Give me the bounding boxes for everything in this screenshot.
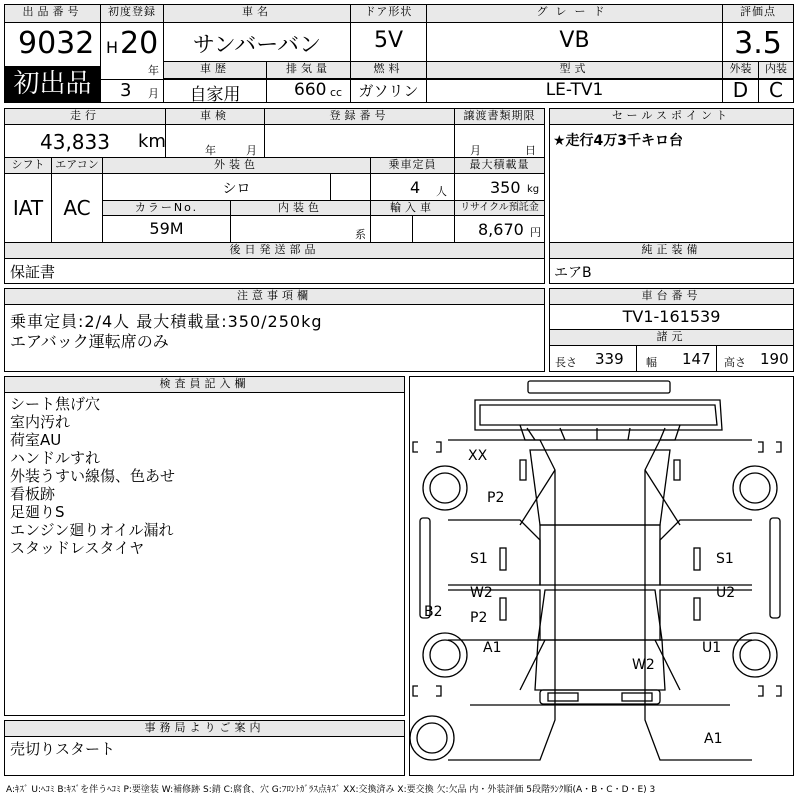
year-unit: 年 — [148, 64, 159, 77]
recycle-label: リサイクル預託金 — [455, 201, 544, 216]
month-unit: 月 — [148, 87, 159, 100]
inspector-line: 外装うすい線傷、色あせ — [10, 467, 176, 485]
displacement-unit: cc — [330, 86, 343, 99]
score-label: 評価点 — [723, 5, 793, 23]
chassis-label: 車台番号 — [550, 289, 793, 305]
int-grade: C — [769, 78, 783, 102]
reg-year: 20 — [120, 26, 159, 61]
max-load-label: 最大積載量 — [455, 158, 544, 174]
office-label: 事務局よりご案内 — [5, 721, 404, 737]
score: 3.5 — [734, 26, 782, 61]
recycle: 8,670 — [478, 220, 524, 239]
int-label: 内装 — [759, 62, 793, 79]
inspection-month-unit: 月 — [246, 144, 257, 157]
fuel: ガソリン — [358, 82, 419, 100]
interior-color-label: 内装色 — [231, 201, 370, 216]
reg-no-label: 登録番号 — [265, 109, 454, 125]
model-label: 型式 — [427, 62, 722, 79]
history-label: 車歴 — [164, 62, 266, 79]
length-label: 長さ — [555, 356, 577, 369]
car-name: サンバーバン — [192, 33, 322, 58]
chassis-number: TV1-161539 — [622, 307, 721, 326]
color: シロ — [222, 181, 251, 197]
mark-p2-left: P2 — [470, 610, 488, 626]
dims-label: 諸元 — [550, 330, 793, 346]
era: H — [106, 38, 119, 57]
mark-xx: XX — [468, 448, 488, 464]
mark-p2-top: P2 — [487, 490, 505, 506]
height: 190 — [760, 350, 789, 368]
color-no-label: カラーNo. — [103, 201, 230, 216]
inspector-line: 看板跡 — [10, 485, 56, 503]
max-load-unit: kg — [527, 184, 540, 195]
office-text: 売切りスタート — [10, 740, 116, 758]
capacity-label: 乗車定員 — [371, 158, 454, 174]
sales-label: セールスポイント — [550, 109, 793, 125]
notes-line2: エアバック運転席のみ — [10, 332, 169, 351]
mark-s1-right: S1 — [716, 551, 734, 567]
width: 147 — [682, 350, 711, 368]
inspector-line: シート焦げ穴 — [10, 395, 101, 413]
shift: IAT — [12, 196, 44, 220]
mark-w2-left: W2 — [470, 585, 493, 601]
first-listing-badge: 初出品 — [5, 66, 100, 102]
mileage: 43,833 — [40, 130, 110, 154]
model: LE-TV1 — [545, 80, 604, 100]
aircon: AC — [63, 196, 91, 220]
lot-no-label: 出品番号 — [5, 5, 100, 23]
history: 自家用 — [189, 85, 241, 105]
ext-label: 外装 — [723, 62, 758, 79]
door-type: 5V — [373, 28, 404, 53]
later-parts: 保証書 — [10, 263, 56, 281]
door-label: ドア形状 — [351, 5, 426, 23]
mark-w2-bottom: W2 — [632, 657, 655, 673]
max-load: 350 — [490, 178, 521, 197]
mark-u1-right: U1 — [702, 640, 722, 656]
color-label: 外装色 — [103, 158, 370, 174]
width-label: 幅 — [646, 356, 657, 369]
inspection-year-unit: 年 — [205, 144, 216, 157]
mileage-label: 走行 — [5, 109, 165, 125]
aircon-label: エアコン — [52, 158, 102, 174]
grade: VB — [559, 28, 590, 53]
displacement: 660 — [294, 80, 327, 100]
transfer-month-unit: 月 — [470, 144, 481, 157]
inspector-lines — [10, 395, 175, 557]
inspector-label: 検査員記入欄 — [5, 377, 404, 393]
length: 339 — [595, 350, 624, 368]
ext-grade: D — [732, 78, 749, 102]
sales-text: ★走行4万3千キロ台 — [553, 133, 684, 149]
grade-label: グレード — [427, 5, 722, 23]
genuine-label: 純正装備 — [550, 243, 793, 259]
inspector-line: 荷室AU — [10, 431, 62, 449]
mark-u2-right: U2 — [716, 585, 736, 601]
legend: A:ｷｽﾞ U:ﾍｺﾐ B:ｷｽﾞを伴うﾍｺﾐ P:要塗装 W:補修跡 S:錆 C:腐食、穴 G:ﾌﾛﾝﾄｶﾞﾗｽ点ｷｽﾞ XX:交換済み X:要交換 欠:欠品 内・外装評価 5段階ﾗﾝｸ順(A・B・C・D・E) 3 — [6, 785, 656, 795]
inspector-line: エンジン廻りオイル漏れ — [10, 521, 174, 539]
fuel-label: 燃料 — [351, 62, 426, 79]
car-diagram-section — [409, 376, 794, 776]
color-no: 59M — [149, 219, 184, 238]
interior-color-unit: 系 — [355, 228, 366, 241]
mileage-unit: km — [138, 131, 166, 152]
reg-month: 3 — [120, 80, 132, 101]
mark-b2: B2 — [424, 604, 443, 620]
mark-s1-left: S1 — [470, 551, 488, 567]
capacity-unit: 人 — [436, 185, 447, 198]
first-reg-label: 初度登録 — [101, 5, 163, 23]
displacement-label: 排気量 — [267, 62, 350, 79]
import-label: 輸入車 — [371, 201, 454, 216]
height-label: 高さ — [724, 356, 746, 369]
inspector-line: ハンドルすれ — [10, 449, 101, 467]
capacity: 4 — [410, 178, 421, 197]
transfer-day-unit: 日 — [525, 144, 536, 157]
recycle-unit: 円 — [530, 226, 541, 239]
lot-number: 9032 — [18, 26, 95, 61]
inspection-label: 車検 — [166, 109, 264, 125]
notes-label: 注意事項欄 — [5, 289, 544, 305]
later-parts-label: 後日発送部品 — [5, 243, 544, 259]
car-name-label: 車名 — [164, 5, 350, 23]
notes-line1: 乗車定員:2/4人 最大積載量:350/250kg — [10, 312, 323, 331]
mark-a1-bottom: A1 — [704, 731, 723, 747]
inspector-line: スタッドレスタイヤ — [10, 539, 145, 557]
inspector-line: 足廻りS — [10, 503, 65, 521]
transfer-label: 譲渡書類期限 — [455, 109, 544, 125]
genuine-text: エアB — [554, 265, 592, 281]
shift-label: シフト — [5, 158, 51, 174]
mark-a1-left: A1 — [483, 640, 502, 656]
inspector-line: 室内汚れ — [10, 413, 71, 431]
